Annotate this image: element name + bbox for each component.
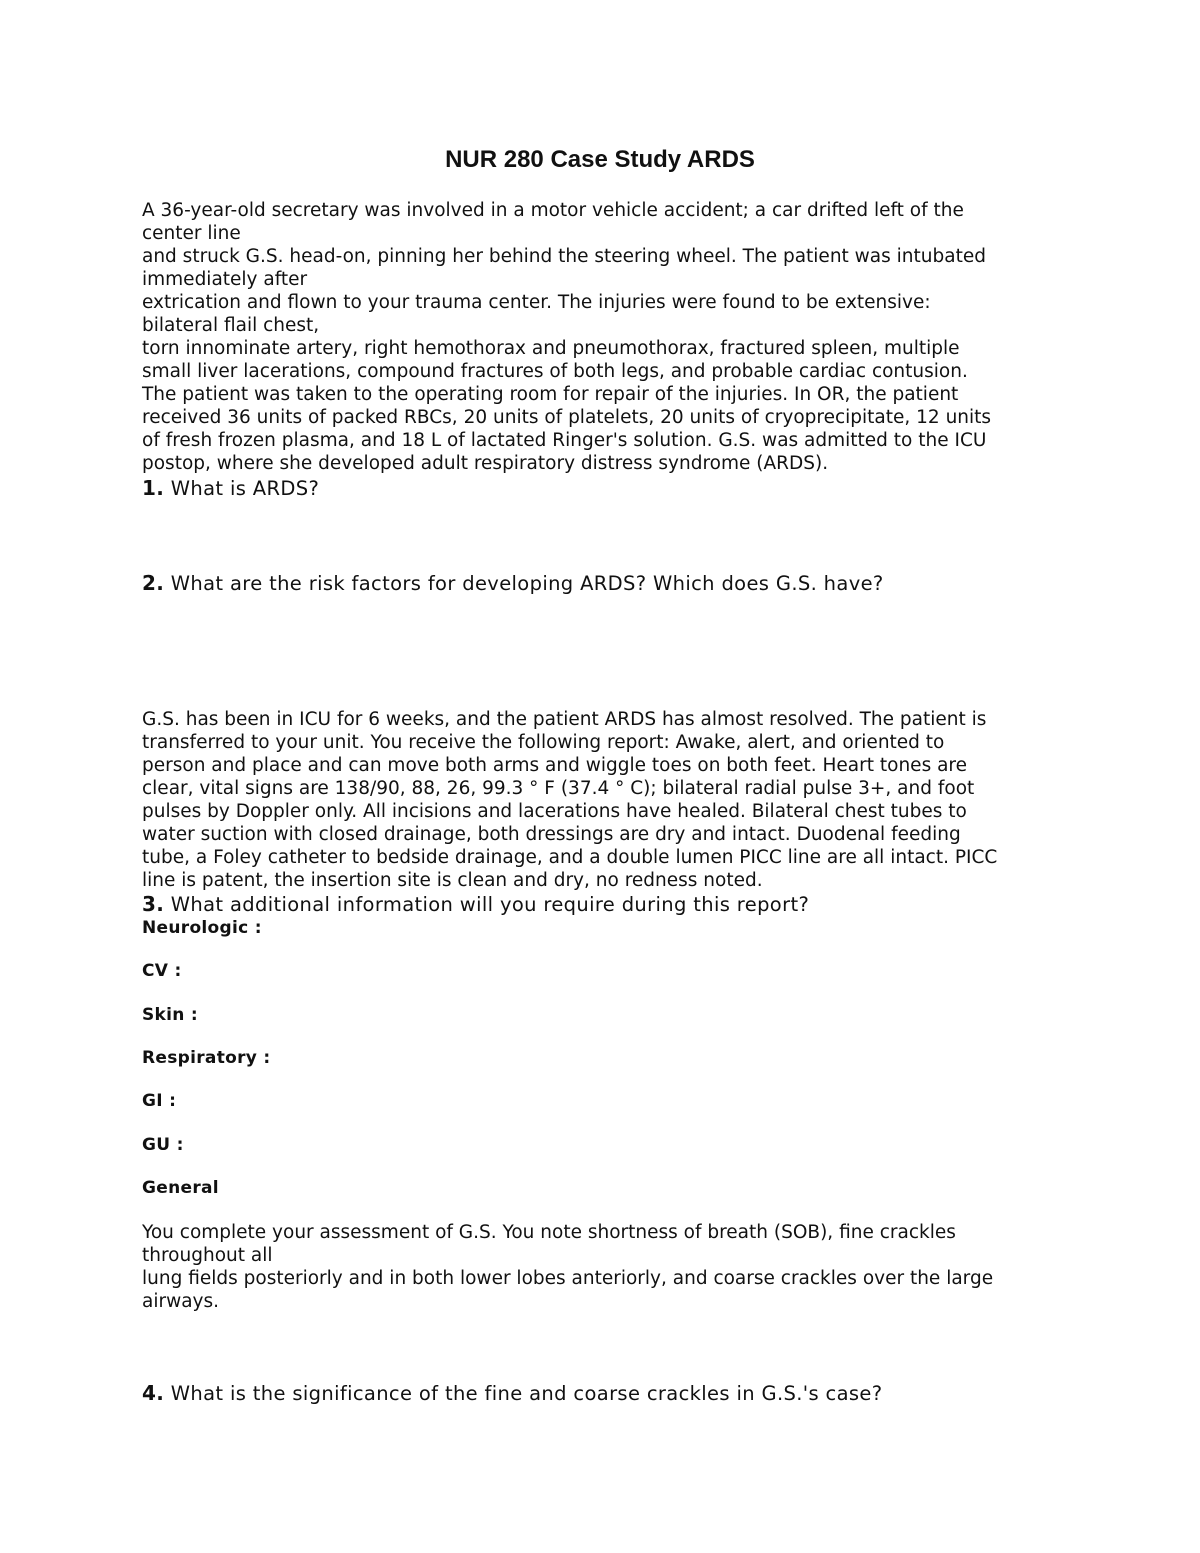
- question-2: [142, 570, 884, 597]
- label-respiratory: Respiratory :: [142, 1048, 271, 1068]
- label-neurologic: Neurologic :: [142, 918, 262, 938]
- intro-line: bilateral flail chest,: [142, 315, 320, 336]
- intro-line: small liver lacerations, compound fractures of both legs, and probable cardiac contusion.: [142, 361, 968, 382]
- assessment-paragraph: [142, 1221, 1062, 1313]
- report-line: transferred to your unit. You receive the following report: Awake, alert, and oriented to: [142, 732, 945, 753]
- question-4: [142, 1380, 882, 1407]
- question-number: 1.: [142, 476, 165, 500]
- report-line: G.S. has been in ICU for 6 weeks, and the patient ARDS has almost resolved. The patient is: [142, 709, 987, 730]
- assessment-line: You complete your assessment of G.S. You note shortness of breath (SOB), fine crackles: [142, 1222, 956, 1243]
- assessment-line: lung fields posteriorly and in both lower lobes anteriorly, and coarse crackles over the large: [142, 1268, 994, 1289]
- question-text: What additional information will you require during this report?: [170, 893, 810, 916]
- question-text: What are the risk factors for developing ARDS? Which does G.S. have?: [170, 572, 884, 595]
- transfer-report-paragraph: [142, 708, 1062, 892]
- question-number: 3.: [142, 892, 165, 916]
- question-1: [142, 475, 319, 502]
- question-number: 4.: [142, 1381, 165, 1405]
- report-line: line is patent, the insertion site is clean and dry, no redness noted.: [142, 870, 763, 891]
- document-title: NUR 280 Case Study ARDS: [445, 146, 755, 173]
- intro-line: center line: [142, 223, 241, 244]
- label-general: General: [142, 1178, 219, 1198]
- intro-line: and struck G.S. head-on, pinning her behind the steering wheel. The patient was intubated: [142, 246, 986, 267]
- assessment-line: airways.: [142, 1291, 220, 1312]
- intro-line: extrication and flown to your trauma center. The injuries were found to be extensive:: [142, 292, 931, 313]
- report-line: clear, vital signs are 138/90, 88, 26, 99.3 ° F (37.4 ° C); bilateral radial pulse 3+, and foot: [142, 778, 975, 799]
- intro-line: A 36-year-old secretary was involved in a motor vehicle accident; a car drifted left of the: [142, 200, 964, 221]
- label-cv: CV :: [142, 961, 182, 981]
- report-line: person and place and can move both arms and wiggle toes on both feet. Heart tones are: [142, 755, 968, 776]
- intro-line: of fresh frozen plasma, and 18 L of lactated Ringer's solution. G.S. was admitted to the ICU: [142, 430, 987, 451]
- assessment-line: throughout all: [142, 1245, 273, 1266]
- intro-line: postop, where she developed adult respiratory distress syndrome (ARDS).: [142, 453, 829, 474]
- intro-line: torn innominate artery, right hemothorax and pneumothorax, fractured spleen, multiple: [142, 338, 960, 359]
- report-line: pulses by Doppler only. All incisions and lacerations have healed. Bilateral chest tubes to: [142, 801, 967, 822]
- report-line: water suction with closed drainage, both dressings are dry and intact. Duodenal feeding: [142, 824, 961, 845]
- label-skin: Skin :: [142, 1005, 198, 1025]
- question-text: What is ARDS?: [170, 477, 320, 500]
- case-intro-paragraph: [142, 199, 1062, 475]
- question-text: What is the significance of the fine and coarse crackles in G.S.'s case?: [170, 1382, 883, 1405]
- intro-line: immediately after: [142, 269, 308, 290]
- intro-line: The patient was taken to the operating room for repair of the injuries. In OR, the patient: [142, 384, 959, 405]
- report-line: tube, a Foley catheter to bedside drainage, and a double lumen PICC line are all intact. PICC: [142, 847, 998, 868]
- intro-line: received 36 units of packed RBCs, 20 units of platelets, 20 units of cryoprecipitate, 12 units: [142, 407, 992, 428]
- question-3: [142, 891, 809, 918]
- label-gi: GI :: [142, 1091, 177, 1111]
- question-number: 2.: [142, 571, 165, 595]
- label-gu: GU :: [142, 1135, 184, 1155]
